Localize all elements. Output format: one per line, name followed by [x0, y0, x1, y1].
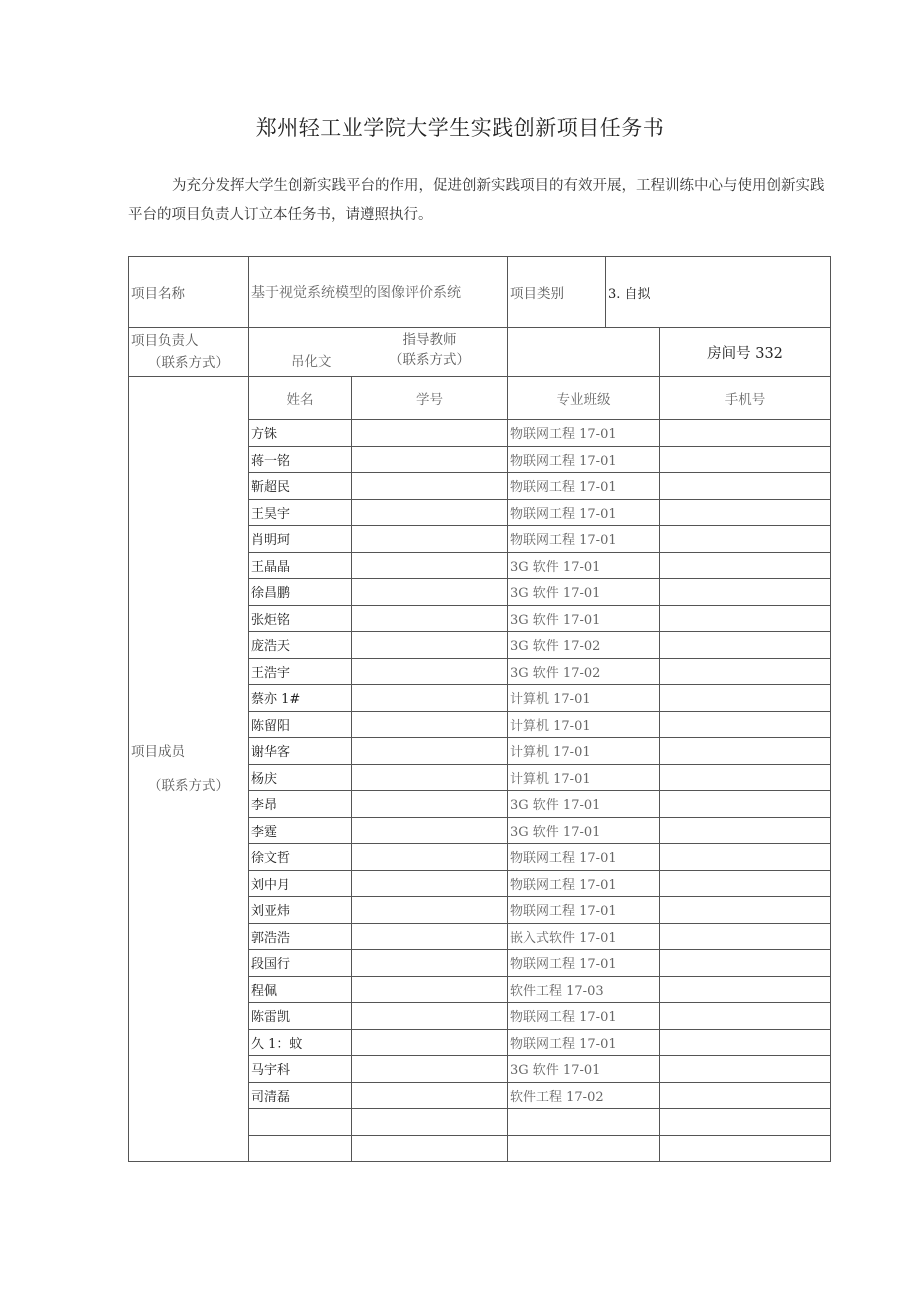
member-name: 肖明珂 [249, 526, 352, 553]
member-student-id [352, 764, 508, 791]
member-student-id [352, 711, 508, 738]
members-header-row [129, 377, 831, 420]
member-name [249, 1109, 352, 1136]
member-student-id [352, 976, 508, 1003]
project-type-value: 3. 自拟 [608, 286, 651, 302]
member-student-id [352, 791, 508, 818]
member-student-id [352, 738, 508, 765]
member-student-id [352, 579, 508, 606]
member-phone [660, 1082, 831, 1109]
member-name: 蒋一铭 [249, 446, 352, 473]
member-student-id [352, 1003, 508, 1030]
member-phone [660, 1003, 831, 1030]
member-class: 3G 软件 17-01 [508, 791, 660, 818]
member-student-id [352, 552, 508, 579]
member-class: 计算机 17-01 [508, 711, 660, 738]
member-class: 3G 软件 17-01 [508, 1056, 660, 1083]
member-class: 物联网工程 17-01 [508, 499, 660, 526]
member-name: 李昂 [249, 791, 352, 818]
member-phone [660, 526, 831, 553]
member-class: 计算机 17-01 [508, 685, 660, 712]
member-name: 庞浩天 [249, 632, 352, 659]
member-name: 方铢 [249, 420, 352, 447]
member-phone [660, 711, 831, 738]
member-name: 段国行 [249, 950, 352, 977]
member-student-id [352, 923, 508, 950]
member-phone [660, 923, 831, 950]
members-label-line1: 项目成员 [131, 744, 185, 760]
intro-paragraph [128, 172, 830, 230]
member-name: 陈雷凯 [249, 1003, 352, 1030]
member-phone [660, 738, 831, 765]
member-name: 刘中月 [249, 870, 352, 897]
member-phone [660, 817, 831, 844]
intro-text: 为充分发挥大学生创新实践平台的作用，促进创新实践项目的有效开展，工程训练中心与使用创新实践平台的项目负责人订立本任务书，请遵照执行。 [128, 178, 825, 223]
members-label [129, 377, 249, 1162]
member-name: 王浩宇 [249, 658, 352, 685]
member-phone [660, 844, 831, 871]
members-label-line2: （联系方式） [148, 778, 229, 794]
member-class [508, 1109, 660, 1136]
member-name: 靳超民 [249, 473, 352, 500]
member-class: 3G 软件 17-01 [508, 605, 660, 632]
member-student-id [352, 897, 508, 924]
advisor-label-line1: 指导教师 [402, 332, 457, 348]
member-phone [660, 658, 831, 685]
member-student-id [352, 685, 508, 712]
member-phone [660, 791, 831, 818]
member-student-id [352, 632, 508, 659]
member-class: 计算机 17-01 [508, 738, 660, 765]
member-student-id [352, 1056, 508, 1083]
member-student-id [352, 1135, 508, 1162]
member-name [249, 1135, 352, 1162]
member-name: 徐文哲 [249, 844, 352, 871]
member-class: 物联网工程 17-01 [508, 473, 660, 500]
member-student-id [352, 817, 508, 844]
member-class: 物联网工程 17-01 [508, 870, 660, 897]
member-phone [660, 897, 831, 924]
member-phone [660, 446, 831, 473]
member-phone [660, 976, 831, 1003]
leader-label-line1: 项目负责人 [131, 333, 199, 349]
member-student-id [352, 1082, 508, 1109]
member-phone [660, 473, 831, 500]
member-student-id [352, 473, 508, 500]
project-name-label: 项目名称 [129, 257, 249, 328]
member-name: 司清磊 [249, 1082, 352, 1109]
member-student-id [352, 950, 508, 977]
member-name: 程佩 [249, 976, 352, 1003]
member-phone [660, 605, 831, 632]
member-phone [660, 632, 831, 659]
member-phone [660, 1056, 831, 1083]
member-phone [660, 1029, 831, 1056]
member-phone [660, 1135, 831, 1162]
document-title: 郑州轻工业学院大学生实践创新项目任务书 [255, 116, 665, 140]
member-name: 王晶晶 [249, 552, 352, 579]
member-class: 物联网工程 17-01 [508, 844, 660, 871]
member-class: 物联网工程 17-01 [508, 420, 660, 447]
member-class: 软件工程 17-03 [508, 976, 660, 1003]
member-student-id [352, 605, 508, 632]
member-student-id [352, 499, 508, 526]
member-student-id [352, 870, 508, 897]
leader-name: 吊化文 [291, 354, 332, 370]
member-student-id [352, 844, 508, 871]
member-name: 李霆 [249, 817, 352, 844]
member-student-id [352, 420, 508, 447]
member-name: 杨庆 [249, 764, 352, 791]
leader-label [129, 328, 249, 377]
header-student-id: 学号 [352, 377, 508, 420]
member-name: 蔡亦 1# [249, 685, 352, 712]
member-name: 郭浩浩 [249, 923, 352, 950]
member-class: 嵌入式软件 17-01 [508, 923, 660, 950]
member-student-id [352, 1029, 508, 1056]
member-name: 刘亚炜 [249, 897, 352, 924]
member-phone [660, 950, 831, 977]
leader-label-line2: （联系方式） [148, 355, 229, 371]
member-student-id [352, 1109, 508, 1136]
member-name: 王昊宇 [249, 499, 352, 526]
member-phone [660, 685, 831, 712]
member-class: 物联网工程 17-01 [508, 950, 660, 977]
member-class: 物联网工程 17-01 [508, 1003, 660, 1030]
member-phone [660, 420, 831, 447]
member-class: 3G 软件 17-02 [508, 658, 660, 685]
member-phone [660, 499, 831, 526]
project-type-label: 项目类别 [508, 257, 606, 327]
task-table [128, 256, 831, 1162]
member-name: 张炬铭 [249, 605, 352, 632]
advisor-contact-cell [508, 328, 660, 377]
member-class [508, 1135, 660, 1162]
member-class: 物联网工程 17-01 [508, 446, 660, 473]
project-name-value: 基于视觉系统模型的图像评价系统 [249, 257, 508, 328]
member-name: 陈留阳 [249, 711, 352, 738]
member-class: 3G 软件 17-02 [508, 632, 660, 659]
member-name: 久 1：蚊 [249, 1029, 352, 1056]
header-phone: 手机号 [660, 377, 831, 420]
leader-advisor-cell [249, 328, 508, 377]
leader-row [129, 328, 831, 377]
member-class: 3G 软件 17-01 [508, 552, 660, 579]
member-class: 物联网工程 17-01 [508, 526, 660, 553]
advisor-label-line2: （联系方式） [389, 352, 470, 368]
project-type-cell [508, 257, 831, 328]
member-phone [660, 1109, 831, 1136]
member-student-id [352, 658, 508, 685]
header-name: 姓名 [249, 377, 352, 420]
member-class: 软件工程 17-02 [508, 1082, 660, 1109]
member-name: 马宇科 [249, 1056, 352, 1083]
member-student-id [352, 526, 508, 553]
member-phone [660, 870, 831, 897]
member-name: 谢华客 [249, 738, 352, 765]
member-phone [660, 764, 831, 791]
project-name-row [129, 257, 831, 328]
member-class: 物联网工程 17-01 [508, 897, 660, 924]
member-phone [660, 579, 831, 606]
member-class: 计算机 17-01 [508, 764, 660, 791]
room-number: 房间号 332 [660, 328, 831, 377]
member-class: 3G 软件 17-01 [508, 579, 660, 606]
member-class: 3G 软件 17-01 [508, 817, 660, 844]
member-class: 物联网工程 17-01 [508, 1029, 660, 1056]
header-major-class: 专业班级 [508, 377, 660, 420]
member-student-id [352, 446, 508, 473]
member-name: 徐昌鹏 [249, 579, 352, 606]
member-phone [660, 552, 831, 579]
